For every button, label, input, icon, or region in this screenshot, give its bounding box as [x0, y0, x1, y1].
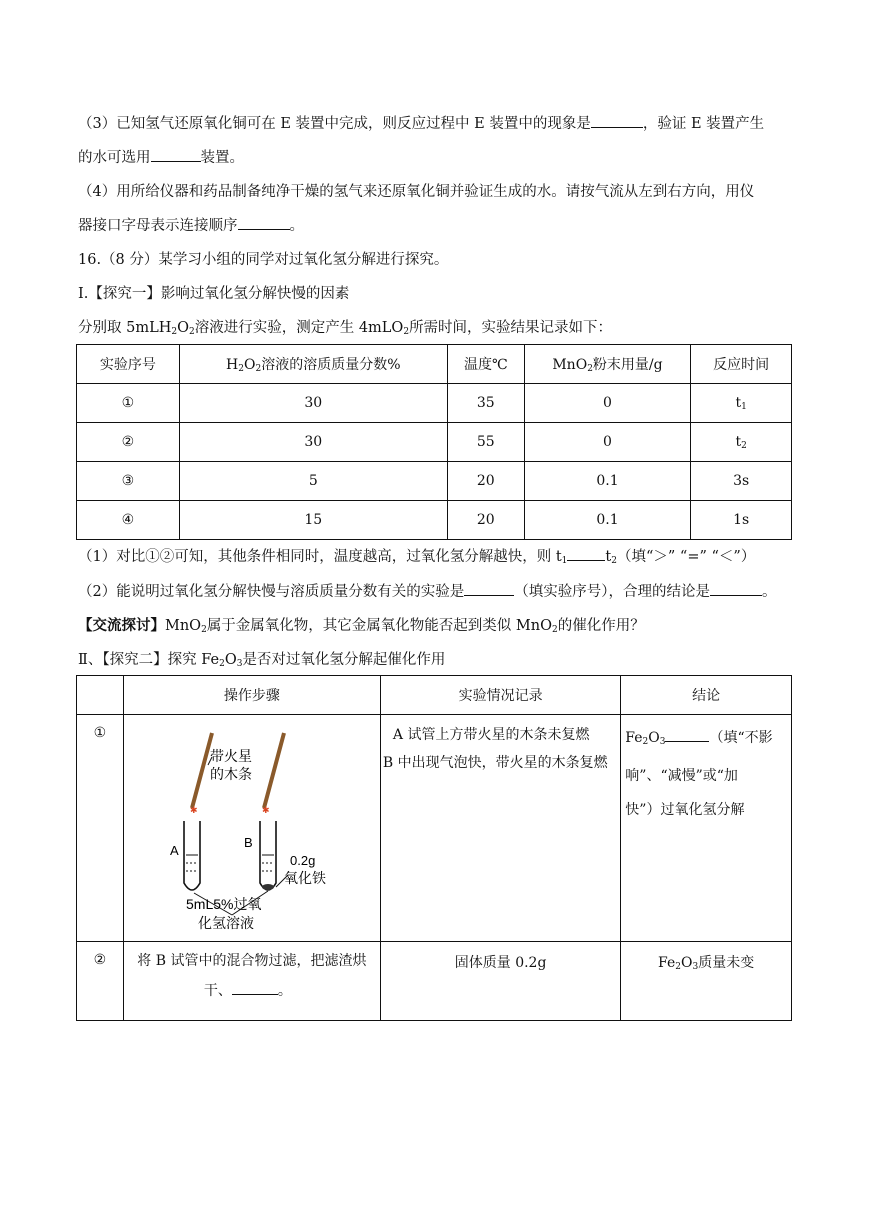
table-header-row [77, 345, 792, 384]
q3-line1: （3）已知氢气还原氧化铜可在 E 装置中完成，则反应过程中 E 装置中的现象是 ，验证 E 装置产生 [78, 116, 765, 132]
header-mno2: MnO$_2$粉末用量/g [524, 345, 691, 384]
splint-left [192, 733, 212, 808]
test-tube-figure [124, 715, 380, 941]
header-concentration: $H_2O_2$溶液的溶质质量分数% [179, 345, 447, 384]
apparatus-figure-cell [123, 715, 380, 942]
svg-text:的木条: 的木条 [209, 766, 252, 782]
conclusion-blank[interactable] [665, 740, 709, 742]
q3-blank-1[interactable] [591, 126, 643, 128]
q2-blank-1[interactable] [464, 594, 514, 596]
table-row: ③ 5 20 0.1 3s [77, 462, 792, 501]
table-row: ① ✱ ✱ 带火星 的木条 A B 0.2g 氧化铁 5mL5%过氧 化氢溶液 A 试管上方带火星的木条未复燃 B 中出现气泡快，带火星的木条复燃 $Fe_2O_3$ （填“不影 响”、“减慢”或“加 快”）过氧化氢分解 [77, 715, 792, 942]
label-solution: 5mL5%过氧 [185, 896, 262, 912]
operation-blank[interactable] [232, 993, 278, 995]
header-temperature: 温度℃ [447, 345, 524, 384]
q1-line: （1）对比①②可知，其他条件相同时，温度越高，过氧化氢分解越快，则 $t_1$ $t_2$（填“＞” “=” “＜”） [78, 549, 756, 566]
splint-right [264, 733, 284, 808]
q3-line2: 的水可选用 装置。 [78, 150, 244, 166]
label-splint: 带火星 [209, 748, 252, 764]
q2-line: （2）能说明过氧化氢分解快慢与溶质质量分数有关的实验是 （填实验序号），合理的结论是 。 [78, 584, 777, 600]
table-row: ② 30 55 0 $t_2$ [77, 423, 792, 462]
header-record: 实验情况记录 [380, 676, 620, 715]
q4-line2: 器接口字母表示连接顺序 。 [78, 218, 304, 234]
table-exploration-2 [76, 675, 792, 1021]
conclusion-cell: $Fe_2O_3$ （填“不影 响”、“减慢”或“加 快”）过氧化氢分解 [621, 715, 792, 942]
table-row: ① 30 35 0 $t_1$ [77, 384, 792, 423]
q3-blank-2[interactable] [151, 160, 201, 162]
svg-text:✱: ✱ [189, 806, 198, 816]
header-id: 实验序号 [77, 345, 180, 384]
q2-blank-2[interactable] [710, 594, 762, 596]
table-row: ④ 15 20 0.1 1s [77, 501, 792, 540]
label-a: A [169, 843, 179, 858]
table-exploration-1 [76, 344, 792, 540]
discussion-line: 【交流探讨】MnO$_2$属于金属氧化物，其它金属氧化物能否起到类似 MnO$_2$的催化作用？ [78, 617, 645, 635]
table-row: ② 将 B 试管中的混合物过滤，把滤渣烘 干、 。 固体质量 0.2g $Fe_2O_3$质量未变 [77, 942, 792, 1021]
svg-text:✱: ✱ [261, 806, 270, 816]
table-header-row [77, 676, 792, 715]
part2-heading: Ⅱ、【探究二】探究 $Fe_2O_3$是否对过氧化氢分解起催化作用 [78, 652, 446, 669]
q4-blank[interactable] [238, 228, 290, 230]
part1-heading: Ⅰ.【探究一】影响过氧化氢分解快慢的因素 [78, 286, 350, 302]
q1-blank[interactable] [567, 559, 605, 561]
label-b: B [243, 835, 253, 850]
header-conclusion: 结论 [621, 676, 792, 715]
record-cell: A 试管上方带火星的木条未复燃 B 中出现气泡快，带火星的木条复燃 [380, 715, 620, 942]
q16-title: 16.（8 分）某学习小组的同学对过氧化氢分解进行探究。 [78, 252, 449, 268]
label-mass: 0.2g [289, 853, 316, 868]
svg-text:化氢溶液: 化氢溶液 [197, 915, 254, 931]
label-oxide: 氧化铁 [283, 870, 326, 886]
header-operation: 操作步骤 [123, 676, 380, 715]
q4-line1: （4）用所给仪器和药品制备纯净干燥的氢气来还原氧化铜并验证生成的水。请按气流从左到右方向，用仪 [78, 184, 755, 200]
part1-intro: 分别取 $5mLH_2O_2$溶液进行实验，测定产生 4mLO$_2$所需时间，实验结果记录如下： [78, 320, 613, 337]
iron-oxide-solid [262, 884, 274, 890]
operation-cell: 将 B 试管中的混合物过滤，把滤渣烘 干、 。 [123, 942, 380, 1021]
header-time: 反应时间 [691, 345, 792, 384]
